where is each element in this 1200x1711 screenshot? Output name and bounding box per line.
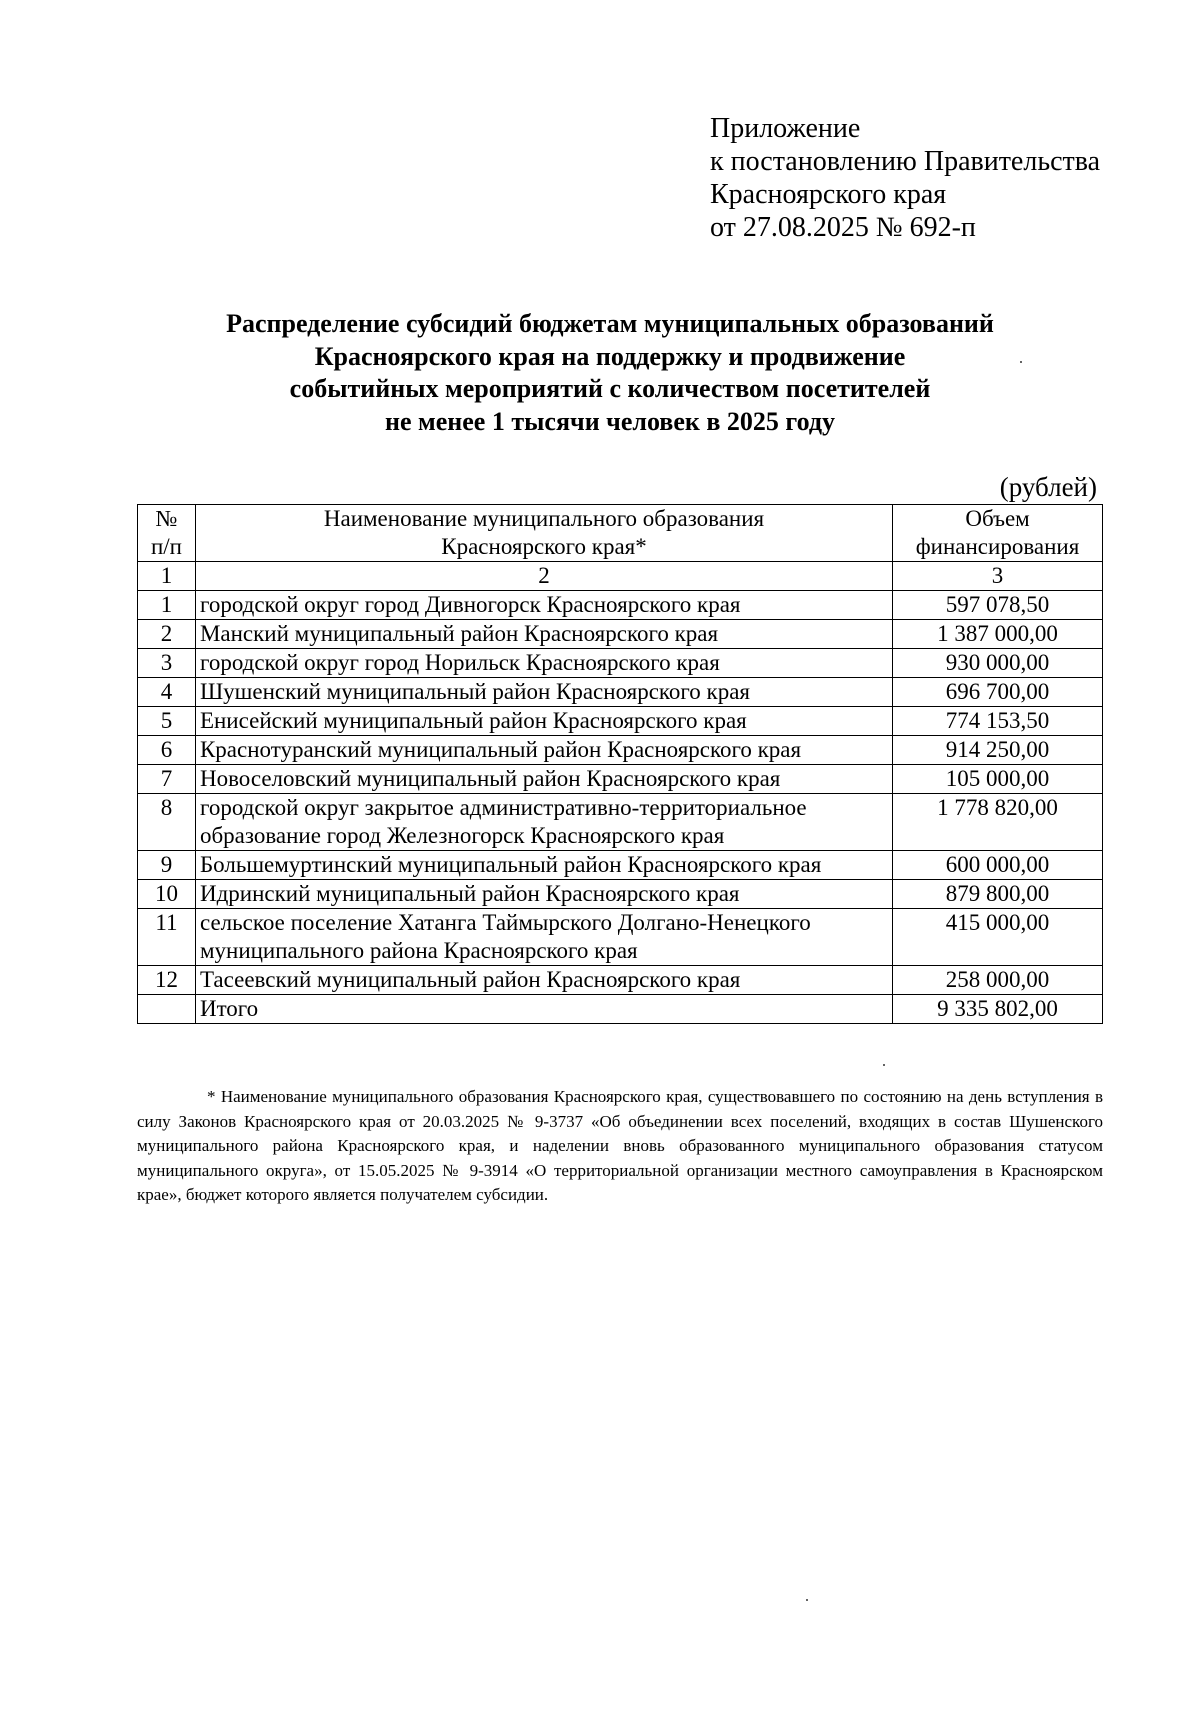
document-title <box>130 308 1090 438</box>
funding-amount: 597 078,50 <box>893 591 1103 620</box>
funding-amount: 879 800,00 <box>893 880 1103 909</box>
row-number: 4 <box>138 678 196 707</box>
title-line-2: Красноярского края на поддержку и продвижение <box>314 341 906 371</box>
table-row <box>138 880 1103 909</box>
total-label: Итого <box>195 995 892 1024</box>
row-number: 12 <box>138 966 196 995</box>
funding-amount: 930 000,00 <box>893 649 1103 678</box>
header-name <box>195 505 892 562</box>
scan-speck <box>1020 361 1022 363</box>
municipality-name-line: сельское поселение Хатанга Таймырского Долгано-Ненецкого <box>199 910 811 935</box>
appendix-line-4: от 27.08.2025 № 692-п <box>710 212 976 243</box>
column-number: 2 <box>195 562 892 591</box>
table-row <box>138 765 1103 794</box>
total-num-cell <box>138 995 196 1024</box>
total-amount: 9 335 802,00 <box>893 995 1103 1024</box>
funding-amount: 1 387 000,00 <box>893 620 1103 649</box>
municipality-name <box>195 794 892 851</box>
municipality-name-line: образование город Железногорск Красноярского края <box>199 823 725 848</box>
header-num-line-1: № <box>155 506 178 531</box>
municipality-name-line: городской округ закрытое административно-территориальное <box>199 795 807 820</box>
column-number: 1 <box>138 562 196 591</box>
scan-speck <box>883 1064 885 1066</box>
table-row <box>138 620 1103 649</box>
row-number: 6 <box>138 736 196 765</box>
table-row <box>138 736 1103 765</box>
column-number-row <box>138 562 1103 591</box>
title-line-3: событийных мероприятий с количеством посетителей <box>289 374 931 403</box>
table-row <box>138 678 1103 707</box>
municipality-name: Шушенский муниципальный район Красноярского края <box>195 678 892 707</box>
municipality-name: городской округ город Норильск Красноярского края <box>195 649 892 678</box>
units-label: (рублей) <box>999 472 1097 502</box>
total-row <box>138 995 1103 1024</box>
table-row <box>138 649 1103 678</box>
header-amount-line-2: финансирования <box>915 534 1080 559</box>
header-amount-line-1: Объем <box>965 506 1030 531</box>
table-row <box>138 966 1103 995</box>
funding-amount: 105 000,00 <box>893 765 1103 794</box>
table-header-row <box>138 505 1103 562</box>
header-name-line-1: Наименование муниципального образования <box>323 506 765 531</box>
row-number: 8 <box>138 794 196 851</box>
funding-amount: 258 000,00 <box>893 966 1103 995</box>
appendix-line-1: Приложение <box>710 113 861 144</box>
municipality-name: Краснотуранский муниципальный район Красноярского края <box>195 736 892 765</box>
municipality-name: Манский муниципальный район Красноярского края <box>195 620 892 649</box>
row-number: 5 <box>138 707 196 736</box>
header-num <box>138 505 196 562</box>
funding-amount: 415 000,00 <box>893 909 1103 966</box>
municipality-name: городской округ город Дивногорск Красноярского края <box>195 591 892 620</box>
funding-amount: 1 778 820,00 <box>893 794 1103 851</box>
row-number: 9 <box>138 851 196 880</box>
column-number: 3 <box>893 562 1103 591</box>
municipality-name <box>195 909 892 966</box>
appendix-header <box>710 112 1100 244</box>
appendix-line-2: к постановлению Правительства <box>710 146 1101 177</box>
municipality-name: Большемуртинский муниципальный район Красноярского края <box>195 851 892 880</box>
row-number: 7 <box>138 765 196 794</box>
header-amount <box>893 505 1103 562</box>
table-row <box>138 851 1103 880</box>
table-body <box>138 591 1103 995</box>
row-number: 10 <box>138 880 196 909</box>
header-name-line-2: Красноярского края* <box>441 534 647 559</box>
municipality-name: Енисейский муниципальный район Красноярского края <box>195 707 892 736</box>
row-number: 11 <box>138 909 196 966</box>
funding-amount: 914 250,00 <box>893 736 1103 765</box>
row-number: 1 <box>138 591 196 620</box>
municipality-name: Тасеевский муниципальный район Красноярского края <box>195 966 892 995</box>
header-num-line-2: п/п <box>150 534 182 559</box>
row-number: 2 <box>138 620 196 649</box>
funding-amount: 774 153,50 <box>893 707 1103 736</box>
footnote: * Наименование муниципального образования Красноярского края, существовавшего по состоянию на день вступления в силу Законов Красноярского края от 20.03.2025 № 9-3737 «Об объединении всех поселений, входящих в состав Шушенского муниципального района Красноярского края, и наделении вновь образованного муниципального образования статусом муниципального округа», от 15.05.2025 № 9-3914 «О территориальной организации местного самоуправления в Красноярском крае», бюджет которого является получателем субсидии. <box>137 1087 1103 1204</box>
municipality-name: Идринский муниципальный район Красноярского края <box>195 880 892 909</box>
row-number: 3 <box>138 649 196 678</box>
appendix-line-3: Красноярского края <box>710 179 947 210</box>
scan-speck <box>806 1599 808 1601</box>
title-line-1: Распределение субсидий бюджетам муниципальных образований <box>226 309 994 338</box>
table-row <box>138 591 1103 620</box>
table-row <box>138 794 1103 851</box>
title-line-4: не менее 1 тысячи человек в 2025 году <box>385 406 835 436</box>
funding-amount: 696 700,00 <box>893 678 1103 707</box>
funding-amount: 600 000,00 <box>893 851 1103 880</box>
table-row <box>138 909 1103 966</box>
municipality-name-line: муниципального района Красноярского края <box>199 938 638 963</box>
municipality-name: Новоселовский муниципальный район Красноярского края <box>195 765 892 794</box>
subsidy-table <box>137 504 1103 1024</box>
table-row <box>138 707 1103 736</box>
